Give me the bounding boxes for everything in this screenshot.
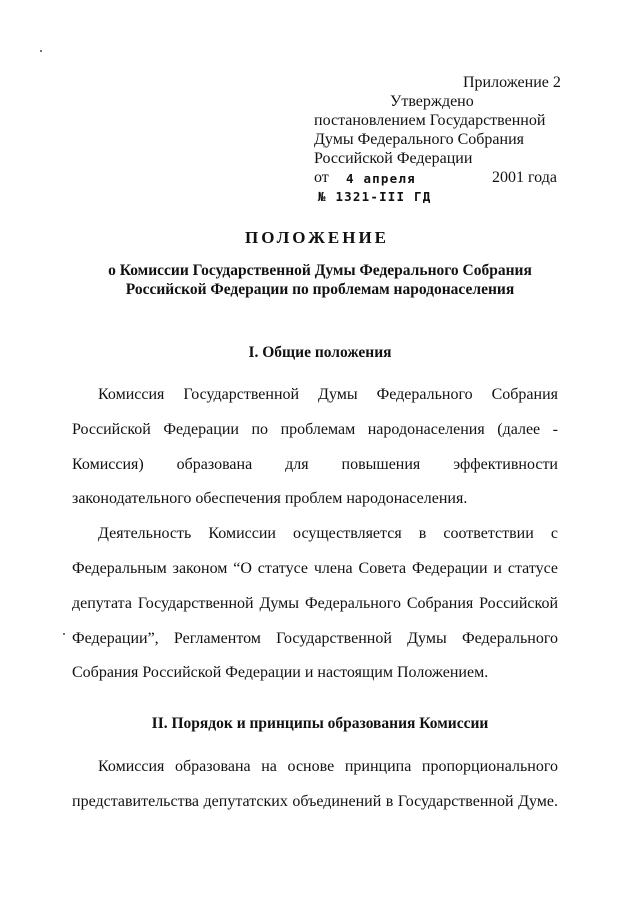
section-1-para-2-line-4: Федерации”, Регламентом Государственной Думы Федерального bbox=[72, 630, 558, 647]
section-1-para-1-line-3: Комиссия) образована для повышения эффективности bbox=[72, 456, 558, 473]
document-subtitle-line-2: Российской Федерации по проблемам народонаселения bbox=[125, 281, 515, 298]
approval-line-2: Думы Федерального Собрания bbox=[314, 131, 524, 148]
approval-number: № 1321-III ГД bbox=[318, 189, 432, 204]
section-2-para-1-line-1: Комиссия образована на основе принципа пропорционального bbox=[98, 758, 558, 775]
appendix-label: Приложение 2 bbox=[463, 74, 561, 91]
section-1-para-2-line-1: Деятельность Комиссии осуществляется в соответствии с bbox=[98, 525, 558, 542]
section-1-para-2-line-3: депутата Государственной Думы Федерального Собрания Российской bbox=[72, 595, 558, 612]
section-1-heading: I. Общие положения bbox=[248, 344, 392, 361]
approval-date-value: 4 апреля bbox=[346, 171, 416, 186]
document-subtitle-line-1: о Комиссии Государственной Думы Федерального Собрания bbox=[108, 262, 532, 279]
approval-date-prefix: от bbox=[314, 169, 329, 186]
section-2-para-1-line-2: представительства депутатских объединений в Государственной Думе. bbox=[72, 793, 558, 810]
section-1-para-2-line-5: Собрания Российской Федерации и настоящим Положением. bbox=[72, 664, 489, 681]
section-1-para-2-line-2: Федеральным законом “О статусе члена Совета Федерации и статусе bbox=[72, 560, 558, 577]
approved-label: Утверждено bbox=[390, 93, 474, 110]
section-2-heading: II. Порядок и принципы образования Комиссии bbox=[151, 715, 489, 732]
section-1-para-1-line-4: законодательного обеспечения проблем народонаселения. bbox=[72, 490, 468, 507]
approval-line-1: постановлением Государственной bbox=[314, 112, 546, 129]
approval-year: 2001 года bbox=[492, 169, 557, 186]
document-title: ПОЛОЖЕНИЕ bbox=[245, 228, 389, 247]
scan-speck bbox=[40, 50, 42, 52]
section-1-para-1-line-1: Комиссия Государственной Думы Федерального Собрания bbox=[98, 386, 558, 403]
approval-line-3: Российской Федерации bbox=[314, 150, 473, 167]
scan-speck bbox=[63, 633, 65, 635]
section-1-para-1-line-2: Российской Федерации по проблемам народонаселения (далее - bbox=[72, 421, 558, 438]
